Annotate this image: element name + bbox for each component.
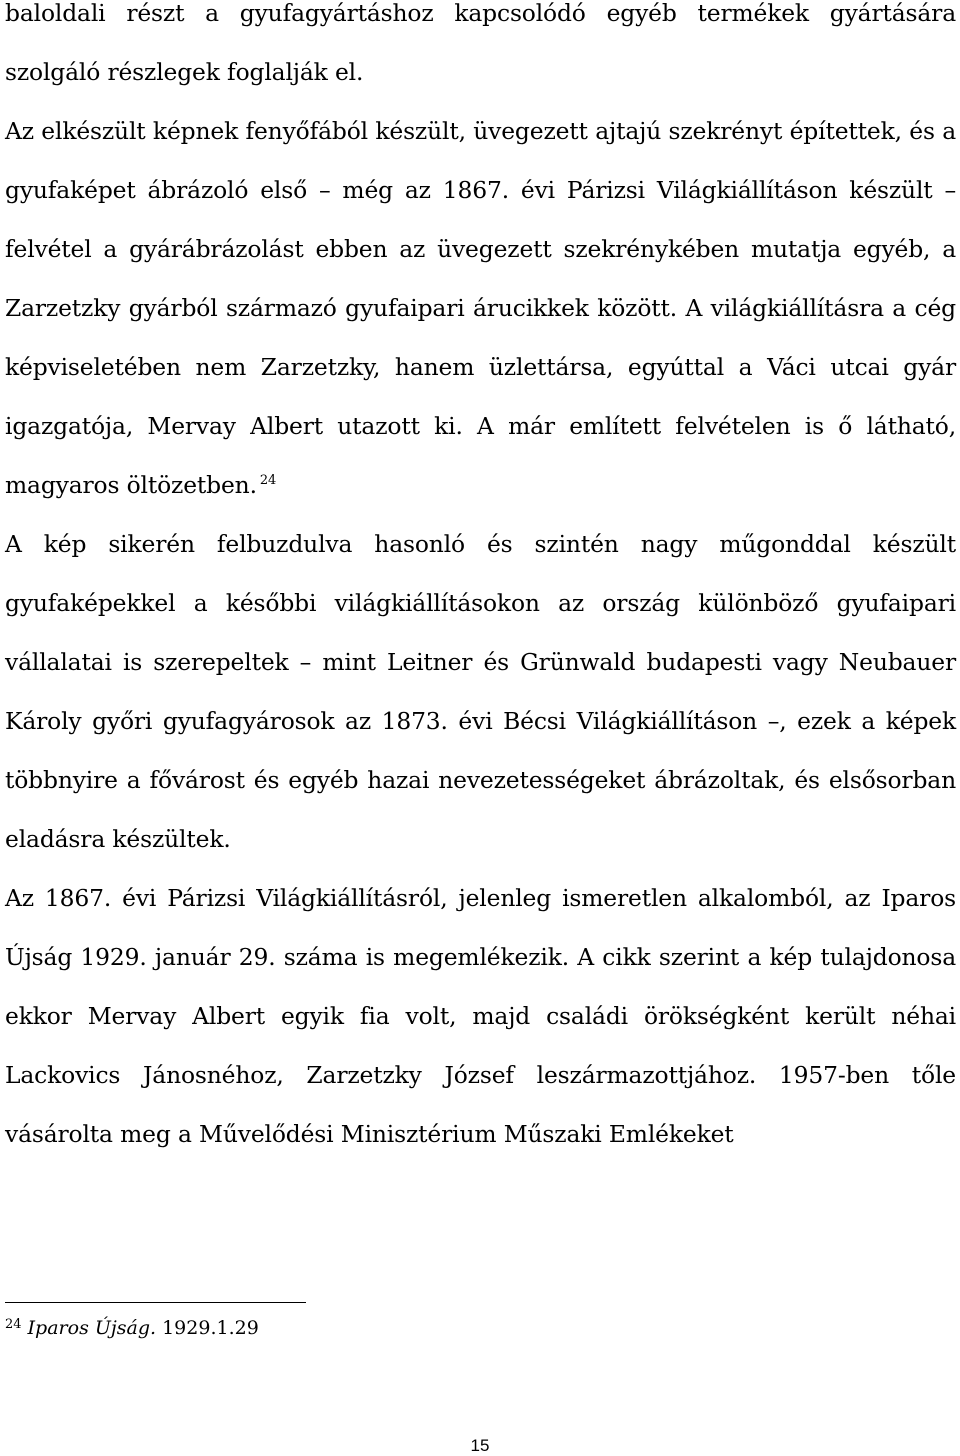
paragraph-4 — [5, 869, 956, 1164]
paragraph-2-text: Az elkészült képnek fenyőfából készült, üvegezett ajtajú szekrényt építettek, és a gyufaképet ábrázoló első – még az 1867. évi Párizsi Világkiállításon készült – felvétel a gyárábrázolást ebben az üvegezett szekrénykében mutatja egyéb, a Zarzetzky gyárból származó gyufaipari árucikkek között. A világkiállításra a cég képviseletében nem Zarzetzky, hanem üzlettársa, egyúttal a Váci utcai gyár igazgatója, Mervay Albert utazott ki. A már említett felvételen is ő látható, magyaros öltözetben. — [5, 117, 956, 499]
paragraph-3 — [5, 515, 956, 869]
footnote-reference[interactable]: 24 — [259, 473, 277, 488]
paragraph-1 — [5, 0, 956, 102]
paragraph-1-text: baloldali részt a gyufagyártáshoz kapcsolódó egyéb termékek gyártására szolgáló részlegek foglalják el. — [5, 0, 956, 86]
paragraph-2 — [5, 102, 956, 515]
footnote-separator — [5, 1302, 306, 1303]
footnote — [5, 1316, 259, 1340]
paragraph-4-text: Az 1867. évi Párizsi Világkiállításról, jelenleg ismeretlen alkalomból, az Iparos Újság 1929. január 29. száma is megemlékezik. A cikk szerint a kép tulajdonosa ekkor Mervay Albert egyik fia volt, majd családi örökségként került néhai Lackovics Jánosnéhoz, Zarzetzky József leszármazottjához. 1957-ben tőle vásárolta meg a Művelődési Minisztérium Műszaki Emlékeket — [5, 884, 956, 1148]
footnote-date: 1929.1.29 — [162, 1317, 259, 1339]
page-number: 15 — [470, 1436, 490, 1455]
document-body — [5, 0, 956, 1164]
footnote-journal: Iparos Újság. — [27, 1317, 157, 1339]
paragraph-3-text: A kép sikerén felbuzdulva hasonló és szintén nagy műgonddal készült gyufaképekkel a későbbi világkiállításokon az ország különböző gyufaipari vállalatai is szerepeltek – mint Leitner és Grünwald budapesti vagy Neubauer Károly győri gyufagyárosok az 1873. évi Bécsi Világkiállításon –, ezek a képek többnyire a fővárost és egyéb hazai nevezetességeket ábrázoltak, és elsősorban eladásra készültek. — [5, 530, 956, 853]
footnote-number: 24 — [5, 1317, 22, 1332]
